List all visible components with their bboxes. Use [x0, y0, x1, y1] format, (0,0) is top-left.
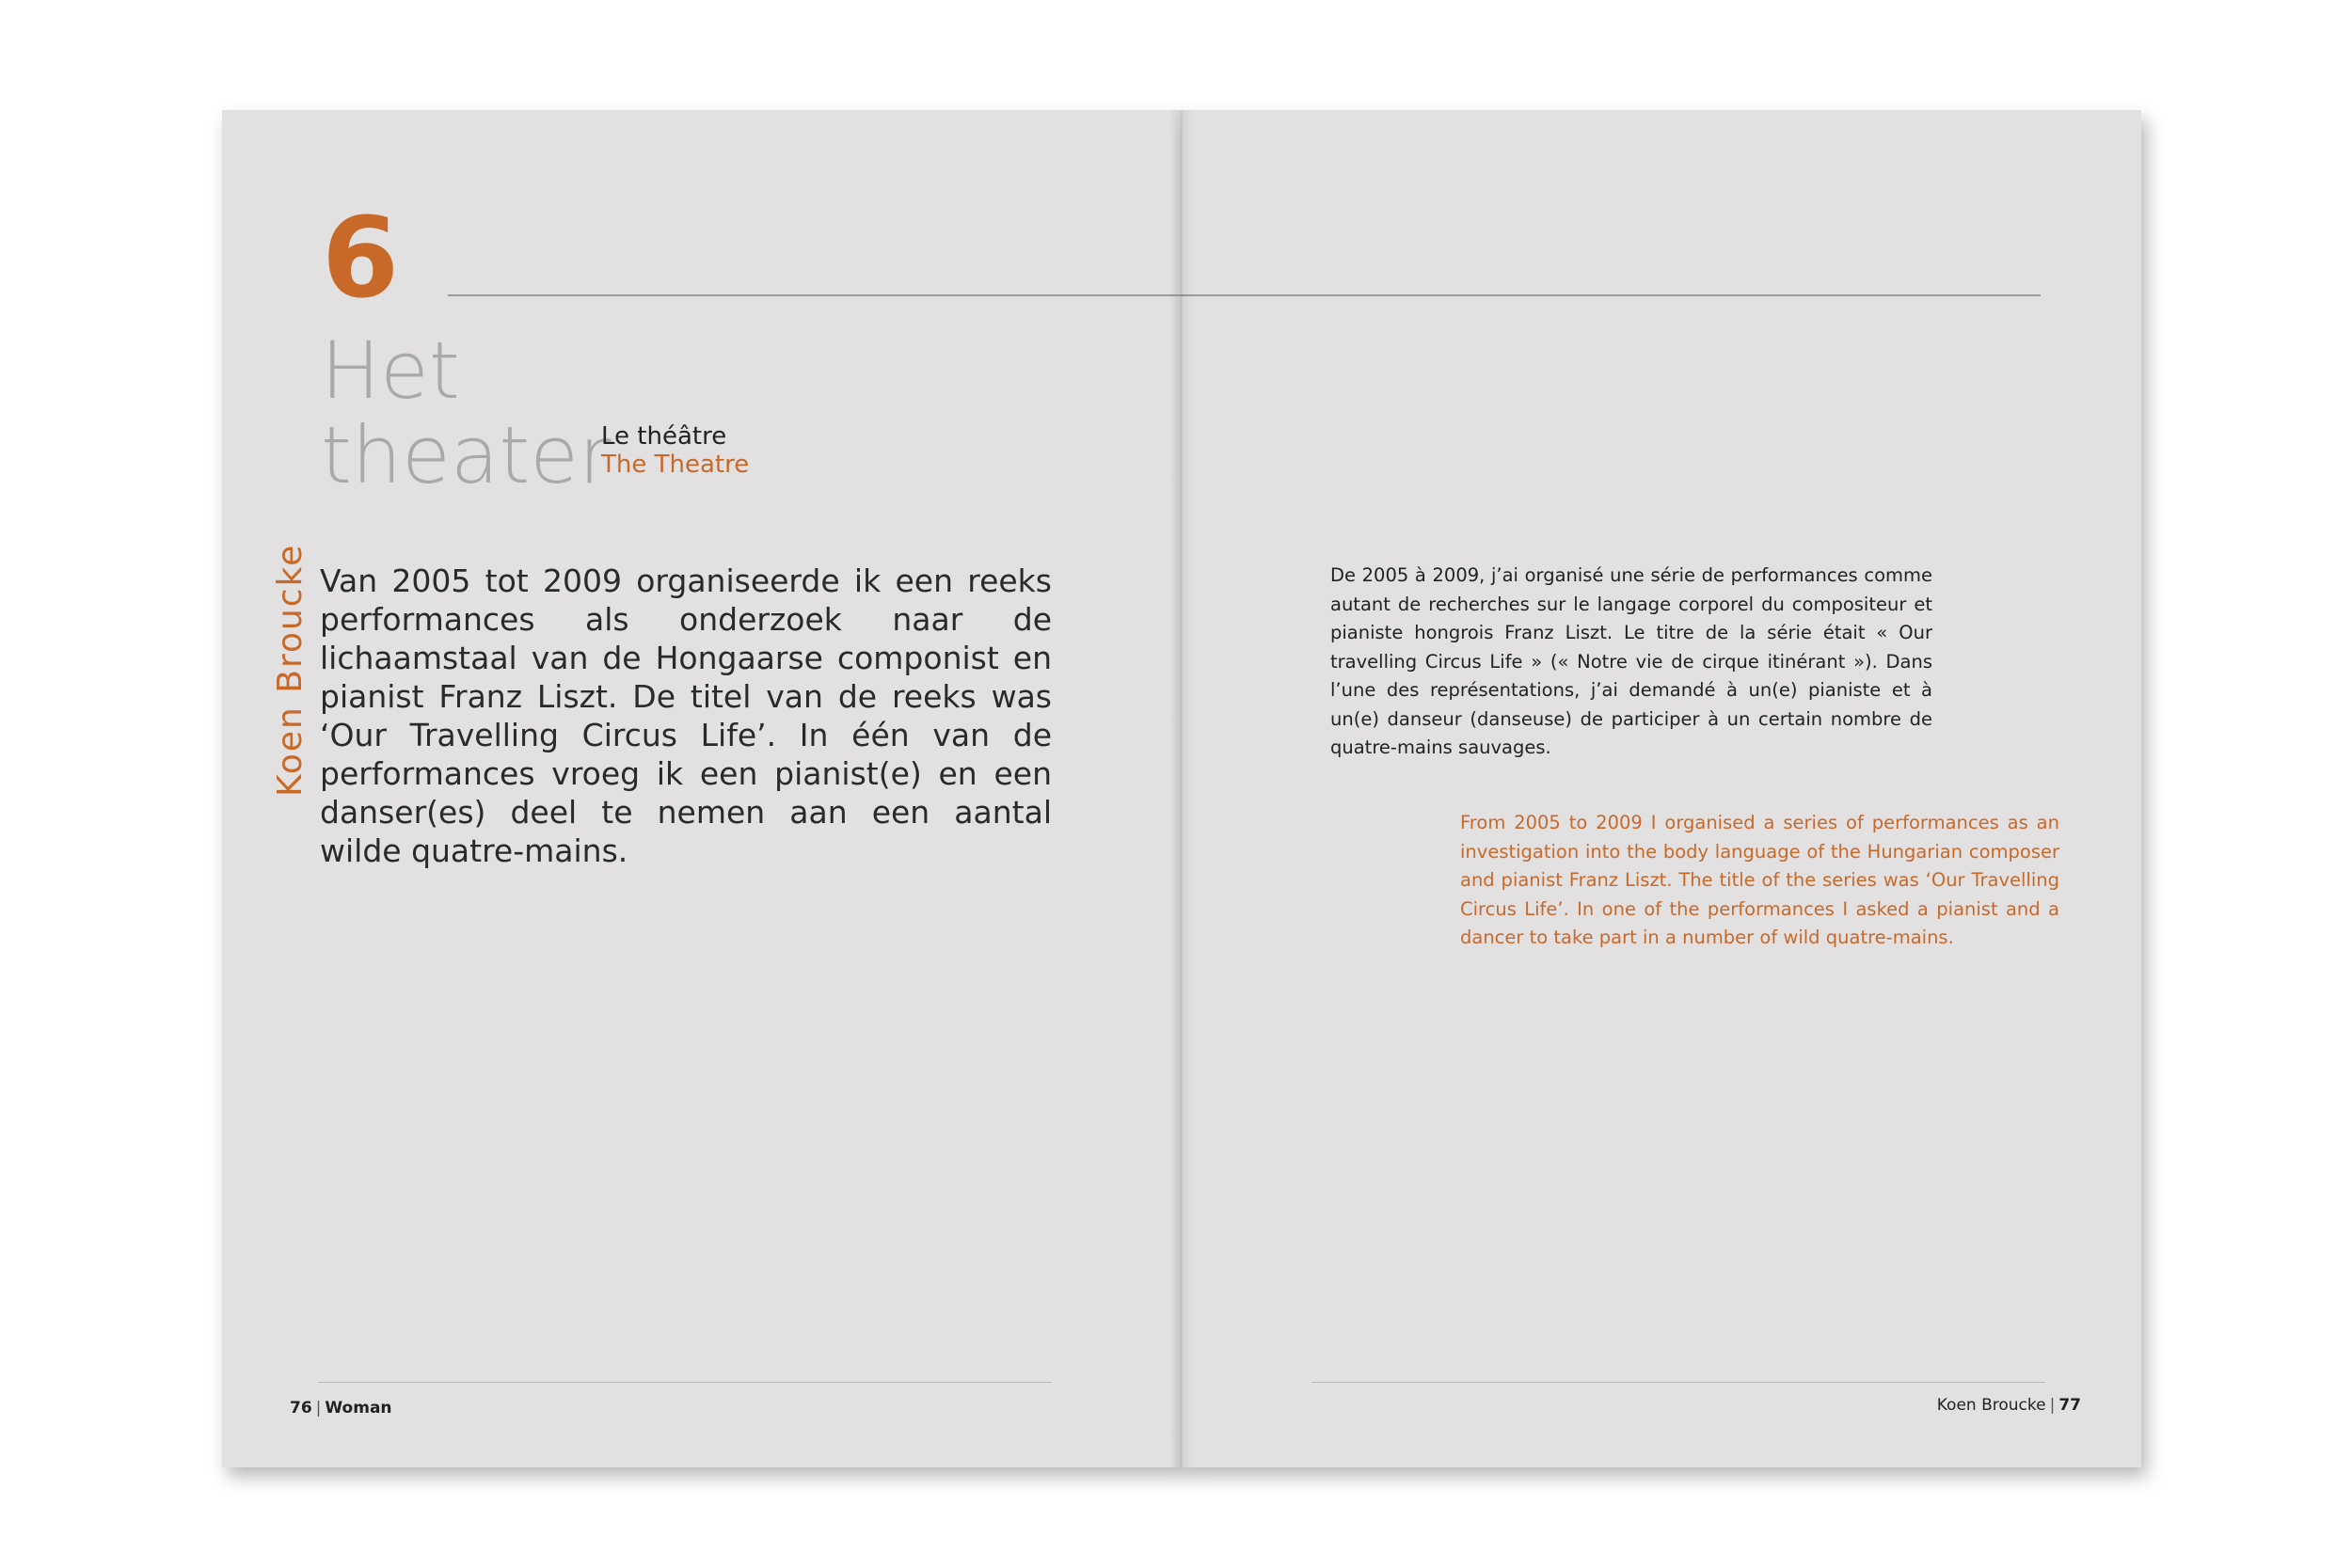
book-gutter [1168, 110, 1195, 1467]
footer-separator-left: | [315, 1399, 322, 1418]
body-text-en: From 2005 to 2009 I organised a series of performances as an investigation into the body language of the Hungarian composer and pianist Franz Liszt. The title of the series was ‘Our Travelling Circus Life’. In one of the performances I asked a pianist and a dancer to take part in a number of wild quatre-mains. [1460, 812, 2059, 948]
chapter-title-en: The Theatre [601, 451, 750, 479]
body-text-fr: De 2005 à 2009, j’ai organisé une série de performances comme autant de recherches sur le langage corporel du compositeur et pianiste hongrois Franz Liszt. Le titre de la série était « Our travelling Circus Life » (« Notre vie de cirque itinérant »). Dans l’une des représentations, j’ai demandé à un(e) pianiste et à un(e) danseur (danseuse) de participer à un certain nombre de quatre-mains sauvages. [1330, 564, 1932, 758]
footer-divider-right [1311, 1382, 2045, 1383]
left-page [222, 110, 1182, 1467]
chapter-number: 6 [322, 193, 400, 323]
body-text-nl: Van 2005 tot 2009 organiseerde ik een reeks performances als onderzoek naar de lichaamstaal van de Hongaarse componist en pianist Franz Liszt. De titel van de reeks was ‘Our Travelling Circus Life’. In één van de performances vroeg ik een pianist(e) en een danser(es) deel te nemen aan een aantal wilde quatre-mains. [320, 562, 1052, 869]
page-number-left: 76 [290, 1399, 312, 1418]
book-spread [222, 110, 2141, 1467]
chapter-title-fr: Le théâtre [601, 422, 727, 451]
chapter-title-rule [448, 294, 2041, 296]
right-page [1182, 110, 2141, 1467]
chapter-title-nl-line1: Het [321, 325, 460, 417]
chapter-title-nl [321, 325, 612, 501]
page-number-right: 77 [2058, 1396, 2081, 1415]
footer-right [1937, 1396, 2081, 1415]
footer-divider-left [318, 1382, 1052, 1383]
footer-author: Koen Broucke [1936, 1396, 2046, 1415]
footer-separator-right: | [2049, 1396, 2056, 1415]
chapter-title-nl-line2: theater [321, 409, 612, 501]
author-vertical-label: Koen Broucke [271, 543, 310, 797]
footer-left [290, 1399, 392, 1418]
footer-section-title: Woman [325, 1399, 392, 1418]
